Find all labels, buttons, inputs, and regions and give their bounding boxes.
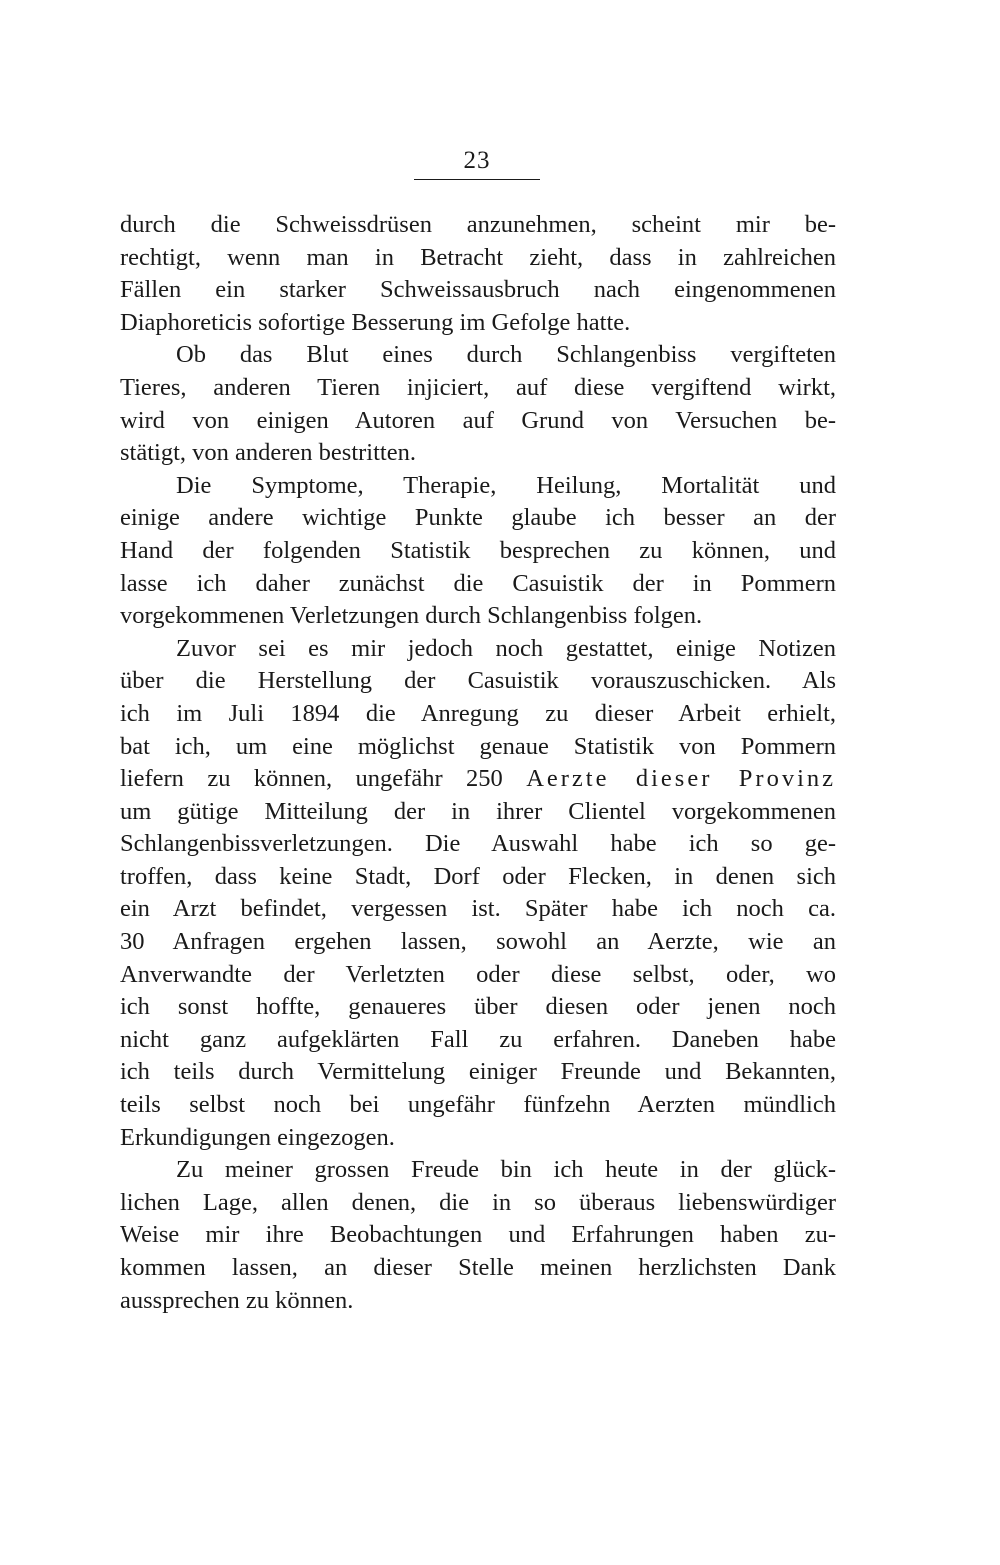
text-line: durch die Schweissdrüsen anzunehmen, scheint mir be-	[120, 211, 836, 238]
text-line: Ob das Blut eines durch Schlangenbiss vergifteten	[176, 341, 836, 369]
page-number: 23	[463, 147, 491, 174]
emphasized-phrase: Aerzte dieser Provinz	[526, 765, 836, 793]
text-line: Hand der folgenden Statistik besprechen zu können, und	[120, 536, 836, 564]
text-line: Fällen ein starker Schweissausbruch nach eingenommenen	[120, 276, 836, 304]
text-line: Anverwandte der Verletzten oder diese selbst, oder, wo	[120, 960, 836, 988]
text-line: stätigt, von anderen bestritten.	[120, 439, 416, 467]
text-line: liefern zu können, ungefähr 250 Aerzte dieser Provinz	[120, 765, 836, 793]
text-line: rechtigt, wenn man in Betracht zieht, dass in zahlreichen	[120, 243, 836, 271]
text-line: Schlangenbissverletzungen. Die Auswahl habe ich so ge-	[120, 830, 836, 858]
text-line: troffen, dass keine Stadt, Dorf oder Flecken, in denen sich	[120, 862, 836, 890]
text-line: ein Arzt befindet, vergessen ist. Später habe ich noch ca.	[120, 895, 836, 923]
body-text	[120, 209, 836, 1317]
text-line: lichen Lage, allen denen, die in so überaus liebenswürdiger	[120, 1188, 836, 1216]
text-line: über die Herstellung der Casuistik vorauszuschicken. Als	[120, 667, 836, 695]
text-line: kommen lassen, an dieser Stelle meinen herzlichsten Dank	[120, 1254, 836, 1281]
text-line: teils selbst noch bei ungefähr fünfzehn Aerzten mündlich	[120, 1091, 836, 1119]
text-line: vorgekommenen Verletzungen durch Schlangenbiss folgen.	[120, 602, 703, 630]
text-line: ich sonst hoffte, genaueres über diesen oder jenen noch	[120, 993, 836, 1021]
text-line: Weise mir ihre Beobachtungen und Erfahrungen haben zu-	[120, 1221, 836, 1249]
text-line: aussprechen zu können.	[120, 1286, 354, 1314]
text-line: Die Symptome, Therapie, Heilung, Mortalität und	[176, 471, 836, 499]
page-number-rule	[414, 179, 540, 180]
text-line: Tieres, anderen Tieren injiciert, auf diese vergiftend wirkt,	[120, 373, 836, 401]
text-line: nicht ganz aufgeklärten Fall zu erfahren. Daneben habe	[120, 1025, 836, 1053]
text-line: Zu meiner grossen Freude bin ich heute in der glück-	[176, 1156, 836, 1184]
text-line: wird von einigen Autoren auf Grund von Versuchen be-	[120, 406, 836, 434]
text-line: ich im Juli 1894 die Anregung zu dieser Arbeit erhielt,	[120, 699, 836, 727]
text-line: ich teils durch Vermittelung einiger Freunde und Bekannten,	[120, 1058, 836, 1086]
text-line: Diaphoreticis sofortige Besserung im Gefolge hatte.	[120, 308, 631, 336]
text-line: einige andere wichtige Punkte glaube ich besser an der	[120, 504, 836, 532]
text-line: um gütige Mitteilung der in ihrer Clientel vorgekommenen	[120, 797, 836, 825]
text-line: lasse ich daher zunächst die Casuistik der in Pommern	[120, 569, 836, 597]
text-line: Zuvor sei es mir jedoch noch gestattet, einige Notizen	[176, 634, 836, 662]
text-line: bat ich, um eine möglichst genaue Statistik von Pommern	[120, 732, 836, 760]
text-line: Erkundigungen eingezogen.	[120, 1123, 395, 1151]
text-line: 30 Anfragen ergehen lassen, sowohl an Aerzte, wie an	[120, 928, 836, 956]
